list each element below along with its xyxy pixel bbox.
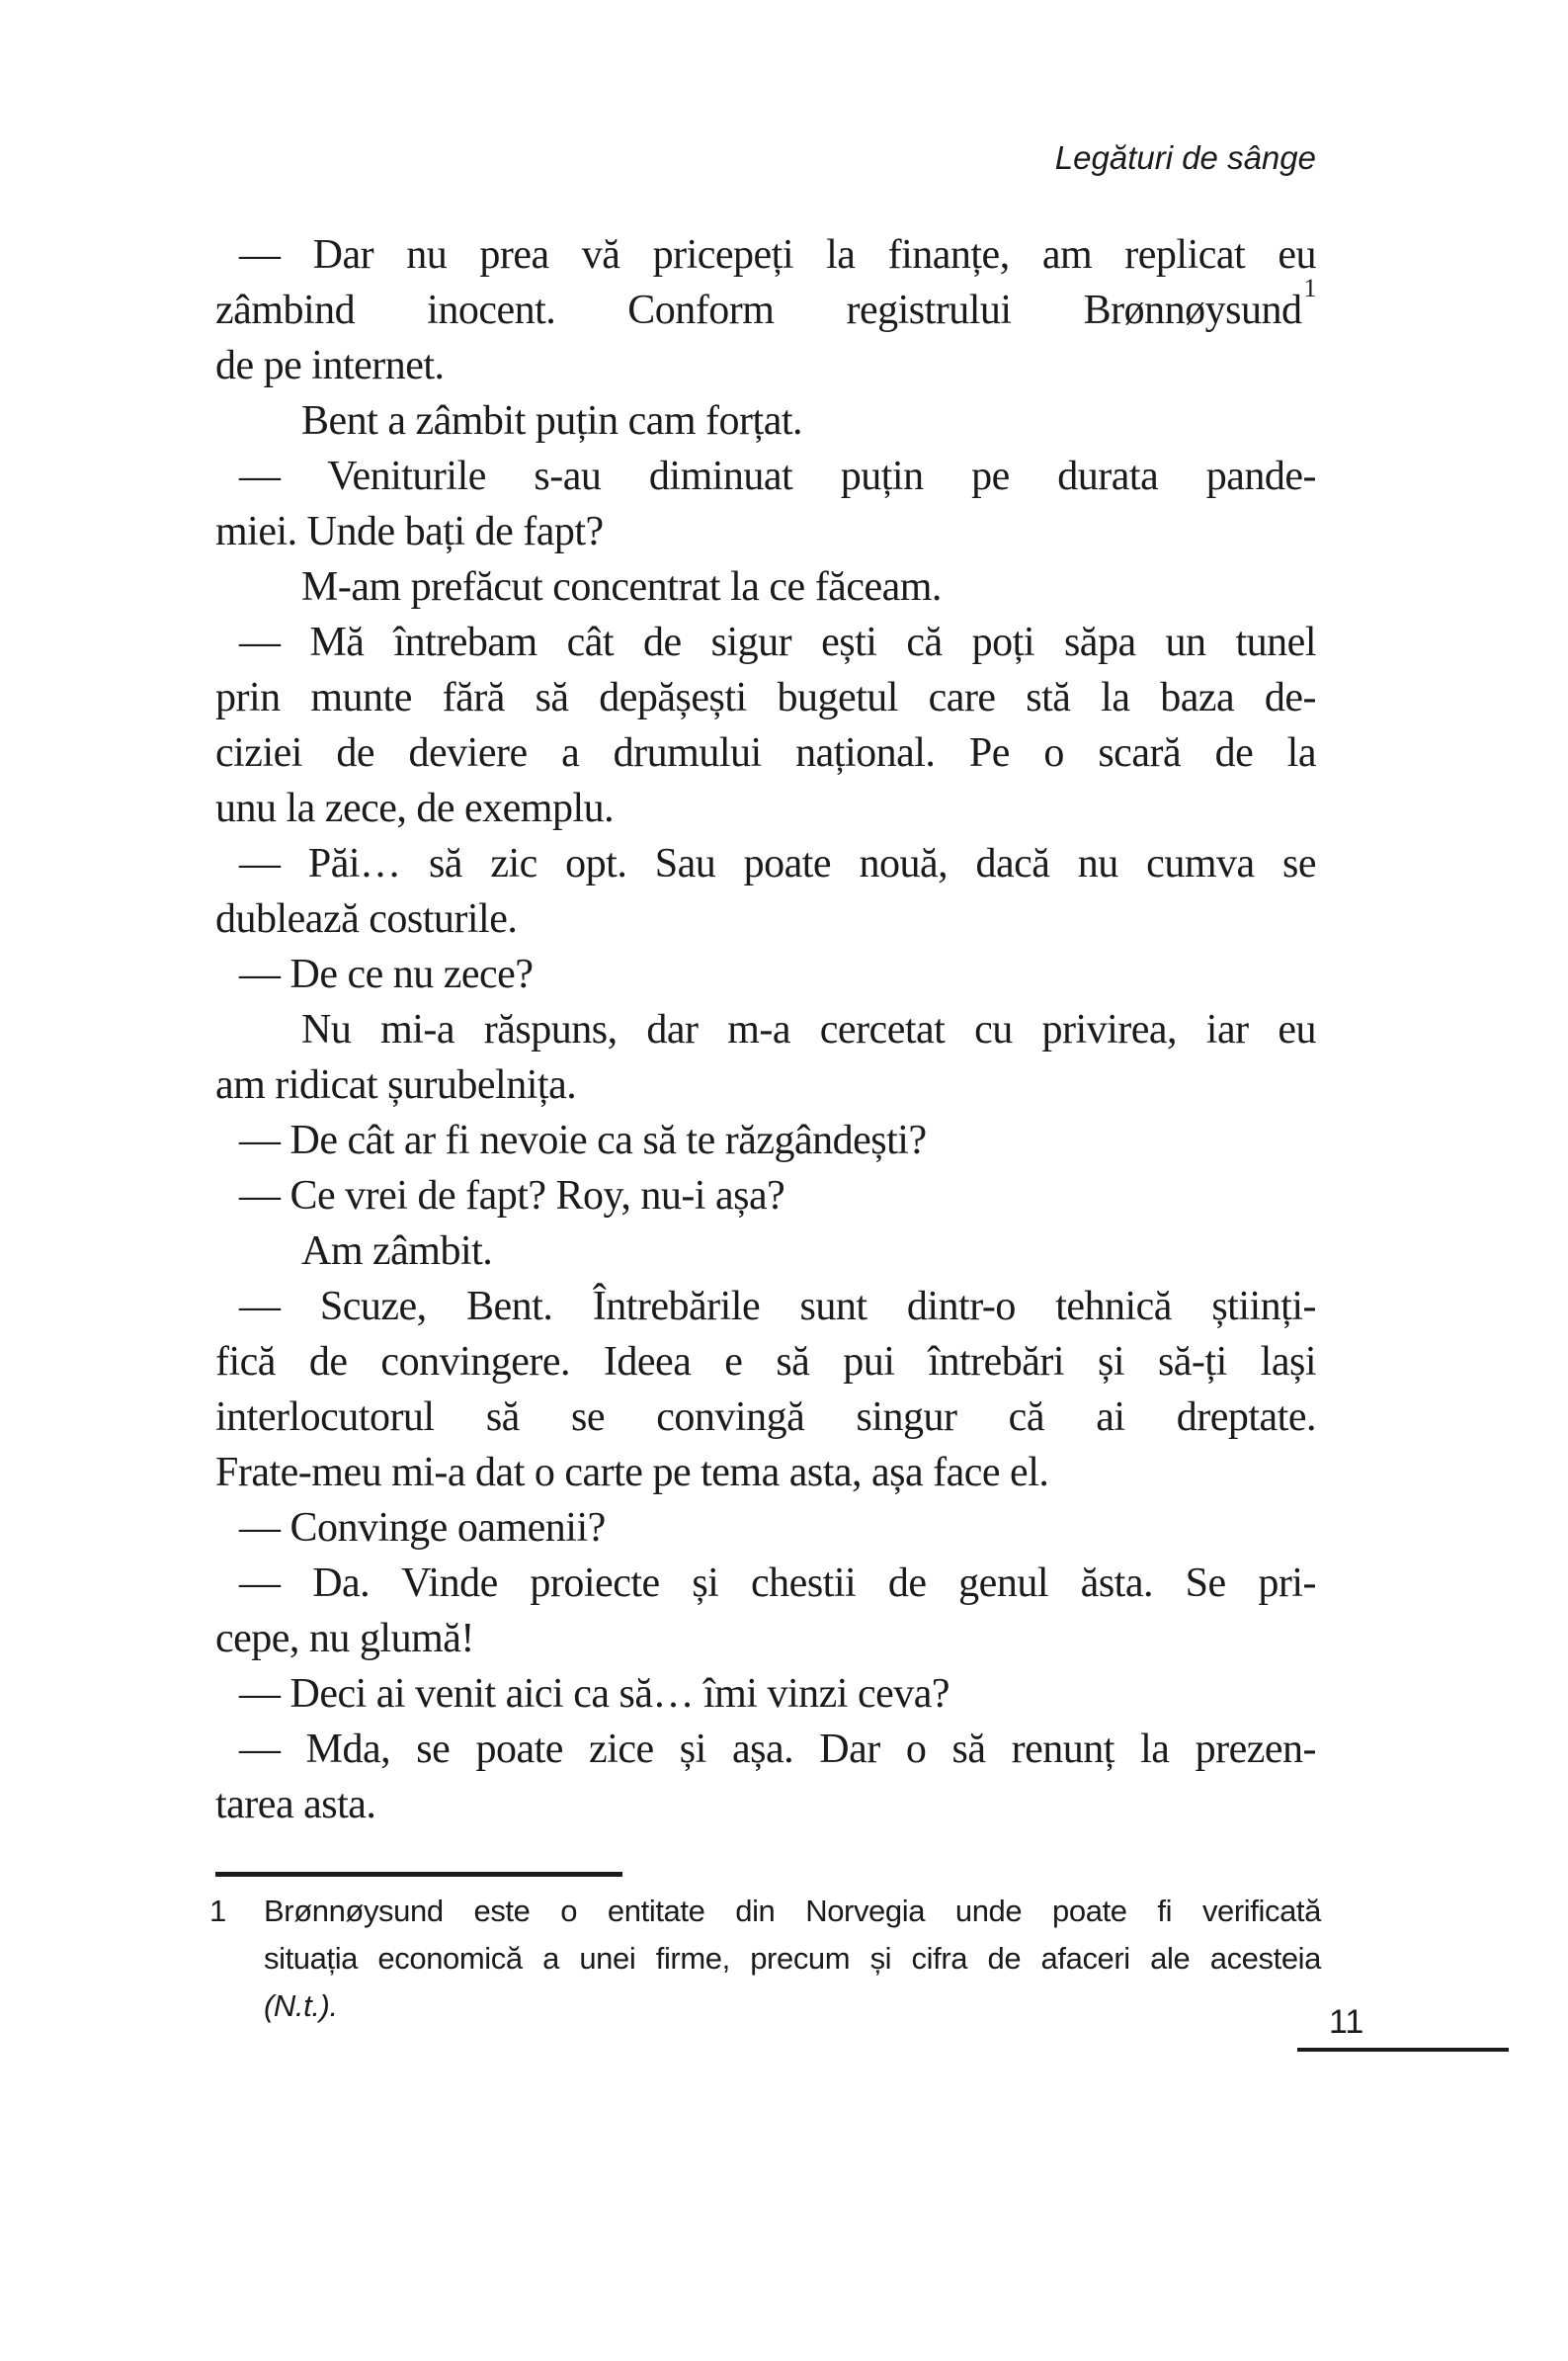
footnote — [209, 1888, 1326, 2030]
dialogue-line: fică de convingere. Ideea e să pui întrebări și să-ți lași — [215, 1339, 1316, 1385]
running-header: Legături de sânge — [1054, 139, 1316, 176]
dialogue-line: — Mda, se poate zice și așa. Dar o să renunț la prezen- — [239, 1727, 1316, 1772]
narration-line: Bent a zâmbit puțin cam forțat. — [301, 398, 802, 444]
dialogue-line: — De cât ar fi nevoie ca să te răzgândești? — [239, 1118, 927, 1163]
narration-line: am ridicat șurubelnița. — [215, 1062, 577, 1108]
dialogue-line: tarea asta. — [215, 1782, 376, 1827]
dialogue-line: miei. Unde bați de fapt? — [215, 509, 604, 554]
dialogue-line: — Convinge oamenii? — [239, 1505, 606, 1551]
narration-line: Am zâmbit. — [301, 1228, 493, 1274]
footnote-lines — [264, 1888, 1321, 2030]
footnote-separator — [215, 1872, 622, 1877]
footnote-line: Brønnøysund este o entitate din Norvegia unde poate fi verificată — [264, 1894, 1321, 1928]
dialogue-line: cepe, nu glumă! — [215, 1616, 474, 1661]
dialogue-line: — Deci ai venit aici ca să… îmi vinzi ceva? — [239, 1671, 950, 1717]
dialogue-line: — Dar nu prea vă pricepeți la finanțe, am replicat eu — [239, 232, 1316, 278]
dialogue-line: prin munte fără să depășești bugetul care stă la baza de- — [215, 675, 1316, 720]
page-number: 11 — [1329, 2003, 1364, 2041]
dialogue-line: — Scuze, Bent. Întrebările sunt dintr-o tehnică științi- — [239, 1284, 1316, 1329]
footnote-line: situația economică a unei firme, precum și cifra de afaceri ale acesteia — [264, 1941, 1321, 1976]
dialogue-line: — Păi… să zic opt. Sau poate nouă, dacă nu cumva se — [239, 841, 1316, 886]
dialogue-line: — Ce vrei de fapt? Roy, nu-i așa? — [239, 1173, 785, 1219]
dialogue-line: zâmbind inocent. Conform registrului Brønnøysund$^1$ — [215, 273, 1316, 333]
page-number-rule — [1297, 2048, 1509, 2052]
narration-line: Nu mi-a răspuns, dar m-a cercetat cu privirea, iar eu — [301, 1007, 1316, 1053]
body-text — [215, 227, 1316, 1832]
dialogue-line: ciziei de deviere a drumului național. Pe o scară de la — [215, 730, 1316, 776]
dialogue-line: dublează costurile. — [215, 896, 518, 942]
dialogue-line: unu la zece, de exemplu. — [215, 786, 615, 831]
dialogue-line: — Da. Vinde proiecte și chestii de genul ăsta. Se pri- — [239, 1560, 1316, 1606]
dialogue-line: — Mă întrebam cât de sigur ești că poți săpa un tunel — [239, 620, 1316, 665]
narration-line: M-am prefăcut concentrat la ce făceam. — [301, 564, 942, 610]
dialogue-line: — Veniturile s-au diminuat puțin pe durata pande- — [239, 454, 1316, 499]
dialogue-line: — De ce nu zece? — [239, 952, 534, 997]
footnote-reference: 1 — [1303, 273, 1316, 302]
dialogue-line: de pe internet. — [215, 343, 445, 388]
dialogue-line: Frate-meu mi-a dat o carte pe tema asta, așa face el. — [215, 1450, 1049, 1495]
dialogue-line: interlocutorul să se convingă singur că ai dreptate. — [215, 1394, 1316, 1440]
footnote-marker: 1 — [209, 1894, 226, 1928]
footnote-line: (N.t.). — [264, 1988, 338, 2023]
